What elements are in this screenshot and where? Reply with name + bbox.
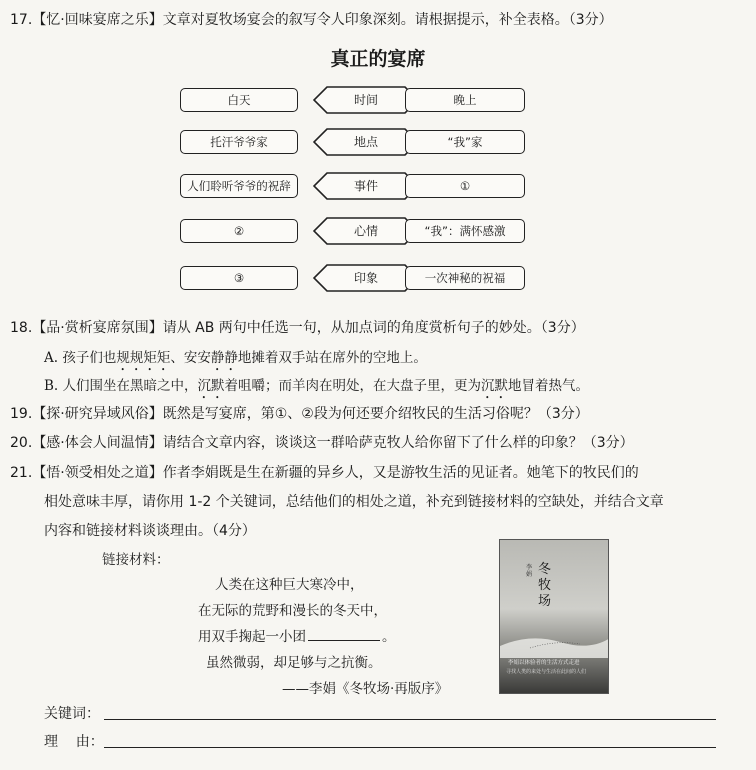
q20-text: 20.【感·体会人间温情】请结合文章内容，谈谈这一群哈萨克牧人给你留下了什么样的印象？（3分）: [10, 435, 634, 451]
diagram-center-hex: [313, 217, 419, 245]
poem-line-1: 人类在这种巨大寒冷中，: [215, 577, 364, 593]
reason-label: 理 由：: [44, 734, 104, 750]
poem-line-3-end: 。: [382, 629, 396, 645]
q18-b-dotted-word: 沉默: [197, 378, 225, 394]
poem-line-4: 虽然微弱，却足够与之抗衡。: [206, 655, 382, 671]
poem-line-2: 在无际的荒野和漫长的冬天中，: [198, 603, 387, 619]
q18-a-dotted-word: 静静: [210, 350, 238, 366]
diagram-right-box: “我”家: [405, 130, 525, 154]
book-cover-title: 冬牧场: [538, 562, 552, 609]
poem-line-3-text: 用双手掬起一小团: [198, 629, 306, 645]
q18-a-suffix: 地摊着双手站在席外的空地上。: [237, 350, 427, 366]
diagram-center-label: 地点: [353, 135, 378, 149]
diagram-left-box: 人们聆听爷爷的祝辞: [180, 174, 298, 198]
poem-line-3: [198, 625, 396, 645]
diagram-right-box: ①: [405, 174, 525, 198]
diagram-left-box: ②: [180, 219, 298, 243]
keyword-answer-line[interactable]: [104, 719, 716, 720]
reason-answer-line[interactable]: [104, 747, 716, 748]
q18-b-suffix: 地冒着热气。: [508, 378, 590, 394]
q21-line1: 21.【悟·领受相处之道】作者李娟既是生在新疆的异乡人，又是游牧生活的见证者。她笔下的牧民们的: [10, 465, 639, 481]
diagram-title: 真正的宴席: [330, 48, 426, 70]
q18-sentence-b: [44, 374, 589, 402]
diagram-left-box: ③: [180, 266, 298, 290]
book-cover-blurb: 寻找人类的来处与生活在此间的人们: [506, 669, 587, 675]
q18-a-prefix: A. 孩子们也: [44, 350, 117, 366]
diagram-right-box: 晚上: [405, 88, 525, 112]
keyword-label: 关键词：: [44, 706, 100, 722]
q18-text: 18.【品·赏析宴席氛围】请从 AB 两句中任选一句，从加点词的角度赏析句子的妙处。（3分）: [10, 320, 585, 336]
diagram-center-label: 事件: [353, 179, 378, 193]
book-cover-author: 李娟: [526, 564, 533, 578]
q21-line2: 相处意味丰厚，请你用 1-2 个关键词，总结他们的相处之道，补充到链接材料的空缺处，并结合文章: [44, 494, 664, 510]
poem-blank[interactable]: [308, 640, 380, 641]
book-cover-blurb: 李娟以体验者的生活方式走进: [508, 660, 580, 666]
book-cover-image: [499, 539, 609, 694]
diagram-right-box: “我”：满怀感激: [405, 219, 525, 243]
diagram-left-box: 白天: [180, 88, 298, 112]
snowfield-illustration: [500, 628, 609, 658]
diagram-center-label: 时间: [353, 93, 378, 107]
diagram-right-box: 一次神秘的祝福: [405, 266, 525, 290]
material-label: 链接材料：: [102, 552, 170, 568]
q18-b-mid: 着咀嚼；而羊肉在明处，在大盘子里，更为: [224, 378, 482, 394]
q18-b-prefix: B. 人们围坐在黑暗之中，: [44, 378, 198, 394]
q21-line3: 内容和链接材料谈谈理由。（4分）: [44, 523, 256, 539]
diagram-center-label: 印象: [353, 271, 378, 285]
poem-source: ——李娟《冬牧场·再版序》: [282, 681, 449, 697]
q18-a-dotted-word: 规规矩矩: [116, 350, 171, 366]
diagram-left-box: 托汗爷爷家: [180, 130, 298, 154]
q19-text: 19.【探·研究异域风俗】既然是写宴席，第①、②段为何还要介绍牧民的生活习俗呢？（3分）: [10, 406, 589, 422]
diagram-center-hex: [313, 264, 419, 292]
diagram-center-hex: [313, 172, 419, 200]
q18-a-mid: 、安安: [170, 350, 211, 366]
diagram-center-hex: [313, 86, 419, 114]
q18-b-dotted-word: 沉默: [481, 378, 509, 394]
q18-sentence-a: [44, 346, 427, 374]
diagram-center-label: 心情: [353, 224, 378, 238]
diagram-center-hex: [313, 128, 419, 156]
q17-text: 17.【忆·回味宴席之乐】文章对夏牧场宴会的叙写令人印象深刻。请根据提示，补全表格。（3分）: [10, 12, 613, 28]
